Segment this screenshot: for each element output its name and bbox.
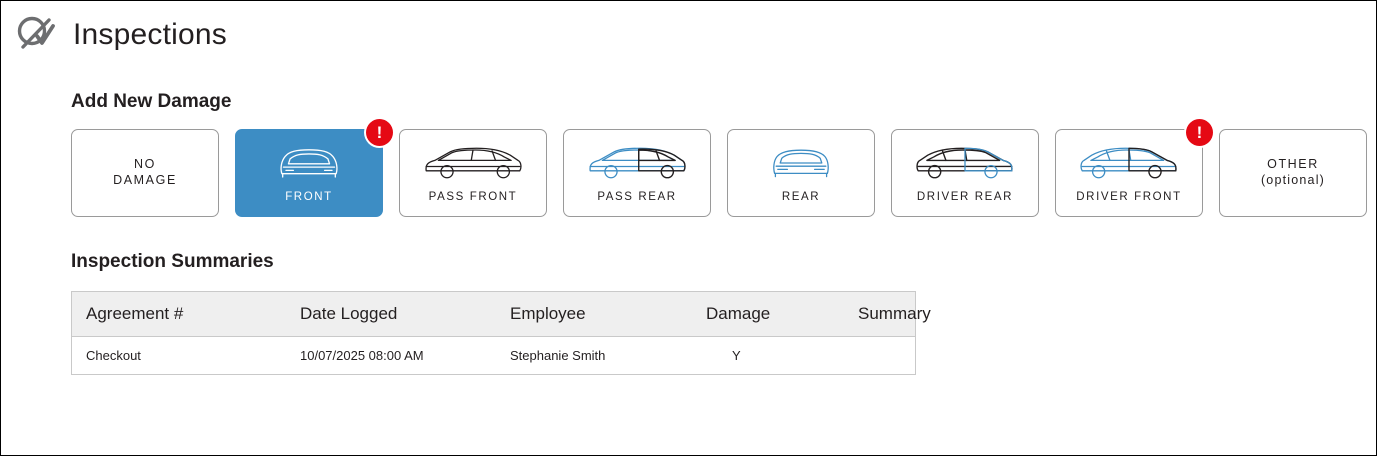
car-driver-front-icon xyxy=(1077,140,1181,186)
column-header-summary[interactable]: Summary xyxy=(844,292,915,337)
cell-employee: Stephanie Smith xyxy=(496,337,692,375)
column-header-employee[interactable]: Employee xyxy=(496,292,692,337)
damage-badge-driver-front: ! xyxy=(1186,119,1213,146)
cell-summary xyxy=(844,337,915,375)
car-pass-front-icon xyxy=(421,140,525,186)
inspection-check-icon xyxy=(15,14,57,56)
cell-date-logged: 10/07/2025 08:00 AM xyxy=(286,337,496,375)
car-driver-rear-icon xyxy=(913,140,1017,186)
damage-tile-driver-front[interactable] xyxy=(1055,123,1203,217)
damage-tile-rear-label: REAR xyxy=(781,190,821,203)
damage-tile-other[interactable] xyxy=(1219,129,1367,217)
car-pass-rear-icon xyxy=(585,140,689,186)
damage-tile-no-damage-label: NO DAMAGE xyxy=(113,157,177,187)
damage-tile-driver-front-label: DRIVER FRONT xyxy=(1076,190,1182,203)
damage-tile-other-sub: (optional) xyxy=(1260,173,1326,187)
add-new-damage-heading: Add New Damage xyxy=(71,91,232,112)
column-header-agreement[interactable]: Agreement # xyxy=(72,292,286,337)
page-title: Inspections xyxy=(73,18,227,51)
damage-tile-front-label: FRONT xyxy=(285,190,333,203)
damage-tile-pass-front-label: PASS FRONT xyxy=(428,190,518,203)
damage-tile-no-damage[interactable] xyxy=(71,129,219,217)
damage-tile-other-main: OTHER xyxy=(1267,157,1319,172)
damage-tile-rear[interactable] xyxy=(727,129,875,217)
damage-tile-group xyxy=(71,123,1376,217)
damage-badge-front: ! xyxy=(366,119,393,146)
table-row[interactable] xyxy=(72,337,915,375)
car-front-icon xyxy=(272,140,346,186)
table-header-row xyxy=(72,292,915,337)
column-header-damage[interactable]: Damage xyxy=(692,292,844,337)
cell-agreement: Checkout xyxy=(72,337,286,375)
damage-tile-pass-front[interactable] xyxy=(399,129,547,217)
car-rear-icon xyxy=(765,140,837,186)
damage-tile-driver-rear-label: DRIVER REAR xyxy=(916,190,1014,203)
page-header xyxy=(1,1,1376,57)
cell-damage: Y xyxy=(692,337,844,375)
damage-tile-other-label xyxy=(1261,157,1325,188)
inspection-summaries-table xyxy=(71,291,931,375)
damage-tile-pass-rear[interactable] xyxy=(563,129,711,217)
damage-tile-pass-rear-label: PASS REAR xyxy=(597,190,677,203)
inspection-summaries-heading: Inspection Summaries xyxy=(71,251,274,272)
column-header-date-logged[interactable]: Date Logged xyxy=(286,292,496,337)
damage-tile-driver-rear[interactable] xyxy=(891,129,1039,217)
damage-tile-front[interactable] xyxy=(235,123,383,217)
